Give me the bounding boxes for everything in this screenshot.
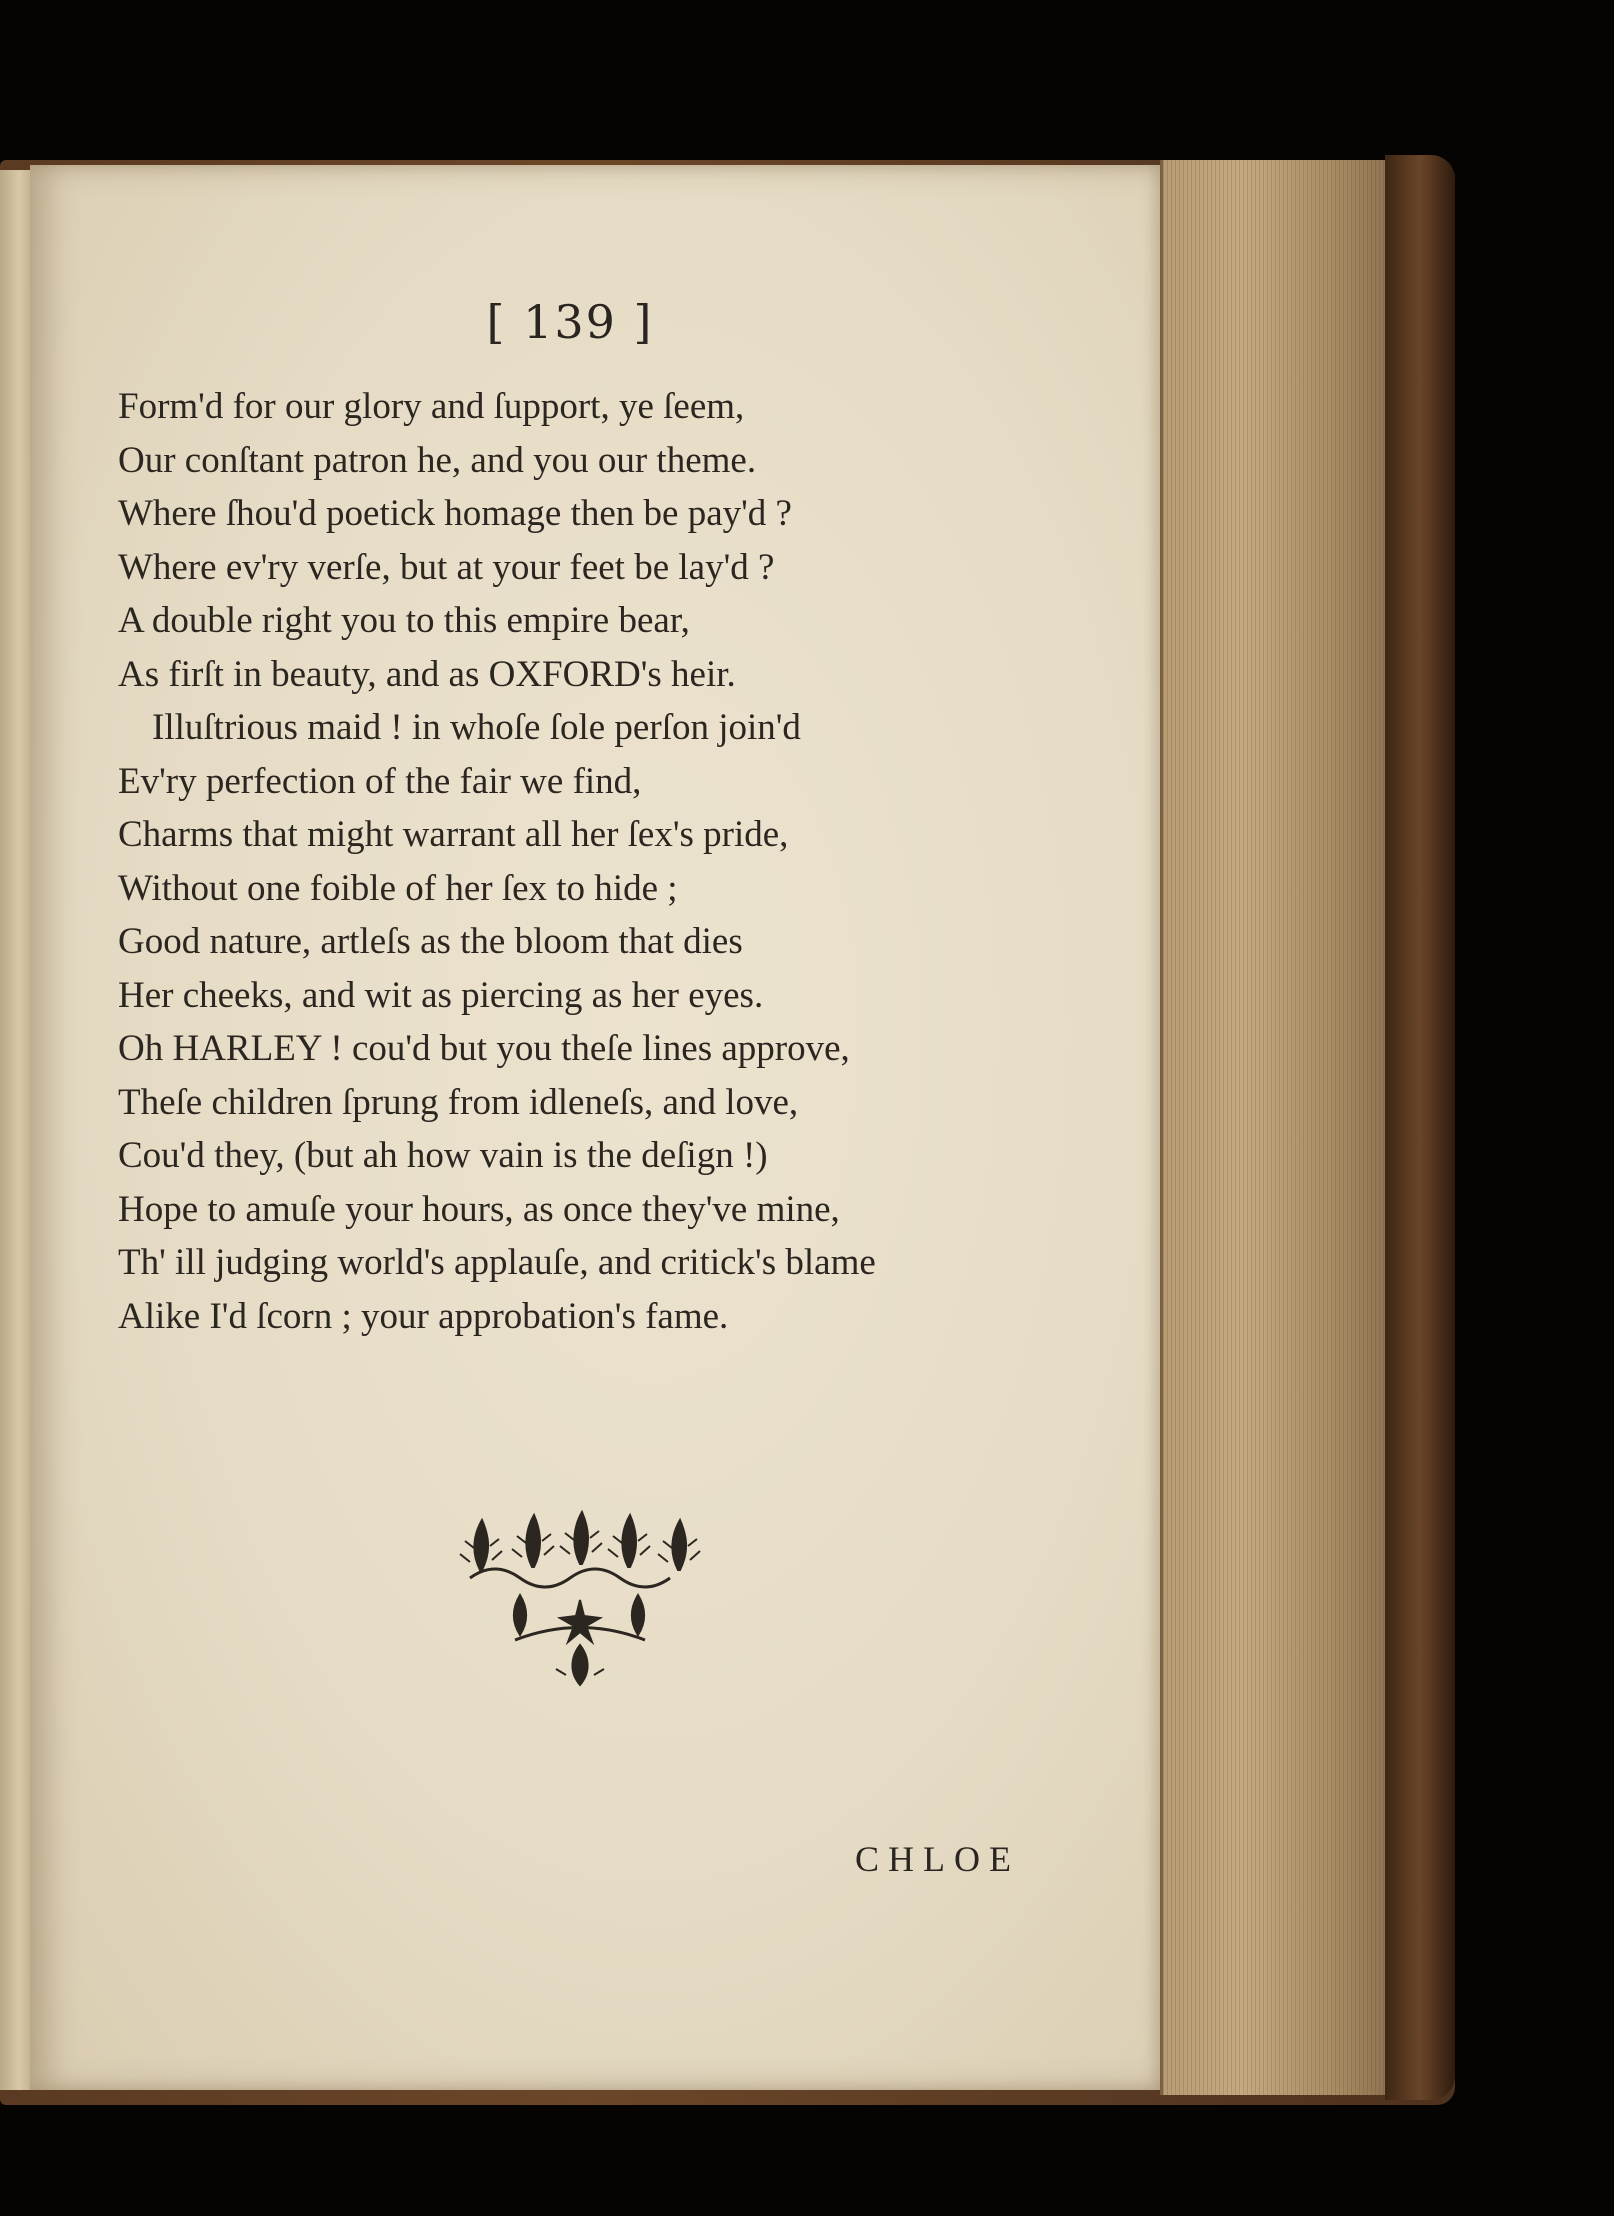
page-block-fore-edge bbox=[1160, 160, 1388, 2095]
poem-line: As firſt in beauty, and as OXFORD's heir. bbox=[118, 653, 736, 695]
poem-line: A double right you to this empire bear, bbox=[118, 600, 690, 641]
poem-line: Her cheeks, and wit as piercing as her eyes. bbox=[118, 974, 764, 1016]
poem-line: Charms that might warrant all her ſex's pride, bbox=[118, 814, 789, 855]
poem-line: Hope to amuſe your hours, as once they've mine, bbox=[118, 1188, 840, 1230]
poem-line: Form'd for our glory and ſupport, ye ſeem, bbox=[118, 386, 745, 427]
poem-line: Without one foible of her ſex to hide ; bbox=[118, 867, 678, 909]
page-number-header: [ 139 ] bbox=[486, 295, 654, 349]
floral-vignette-icon bbox=[440, 1500, 720, 1690]
poem-line: Good nature, artleſs as the bloom that dies bbox=[118, 921, 743, 962]
poem-line: Theſe children ſprung from idleneſs, and love, bbox=[118, 1081, 799, 1123]
poem-line: Illuſtrious maid ! in whoſe ſole perſon join'd bbox=[152, 707, 801, 748]
cover-edge bbox=[1385, 155, 1455, 2100]
poem-line: Where ev'ry verſe, but at your feet be lay'd ? bbox=[118, 546, 775, 588]
poem-text bbox=[118, 380, 1118, 1343]
poem-line: Where ſhou'd poetick homage then be pay'd ? bbox=[118, 493, 792, 534]
poem-line: Th' ill judging world's applauſe, and critick's blame bbox=[118, 1242, 876, 1283]
facing-page-edge bbox=[0, 170, 34, 2090]
poem-line: Our conſtant patron he, and you our theme. bbox=[118, 439, 757, 481]
poem-line: Cou'd they, (but ah how vain is the deſign !) bbox=[118, 1135, 768, 1176]
poem-line: Oh HARLEY ! cou'd but you theſe lines approve, bbox=[118, 1028, 850, 1069]
poem-line: Ev'ry perfection of the fair we find, bbox=[118, 760, 642, 802]
poem-line: Alike I'd ſcorn ; your approbation's fame. bbox=[118, 1295, 729, 1337]
catchword: CHLOE bbox=[855, 1839, 1020, 1879]
